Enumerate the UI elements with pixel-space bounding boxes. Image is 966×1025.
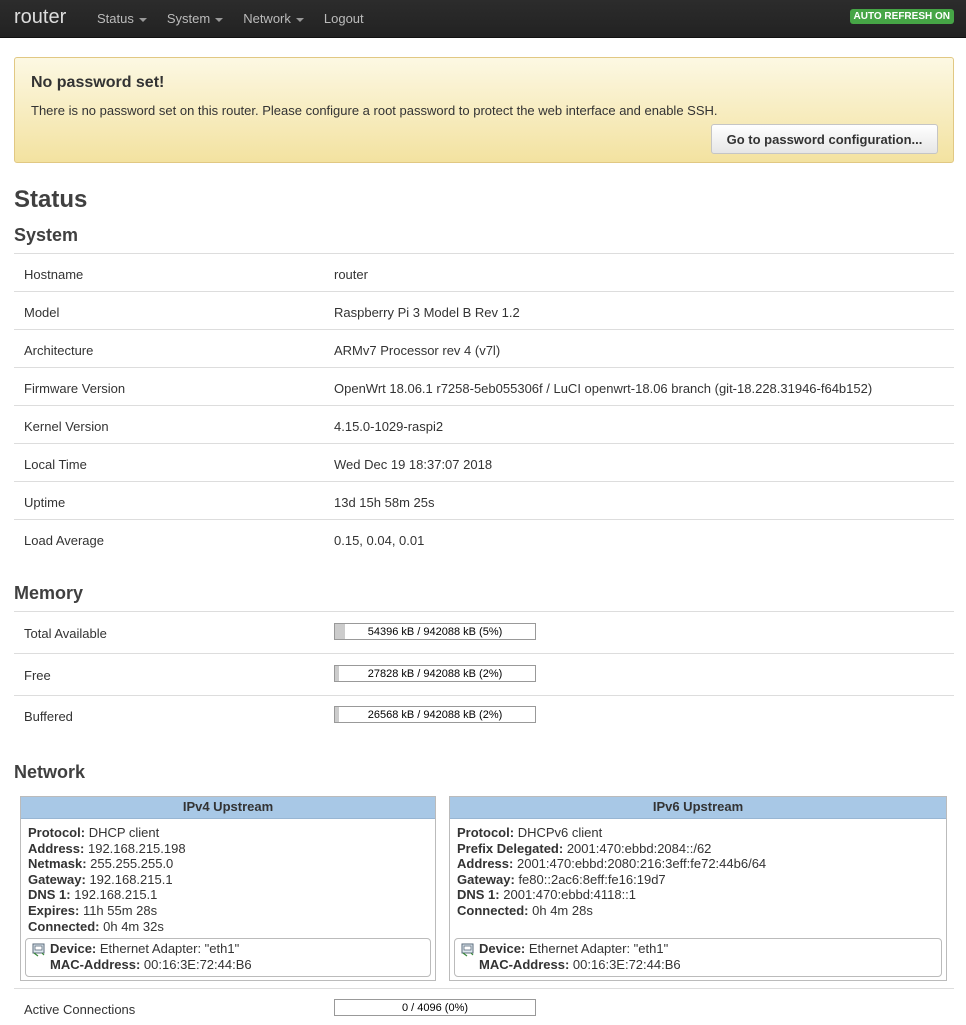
field-line xyxy=(28,872,428,888)
field-line xyxy=(28,887,428,903)
ipv6-upstream-card xyxy=(449,796,947,981)
row-value: 0.15, 0.04, 0.01 xyxy=(334,533,425,548)
device-info xyxy=(479,941,681,973)
nav-item-label: Network xyxy=(243,11,291,26)
system-row-local-time xyxy=(14,443,954,481)
field-value: 11h 55m 28s xyxy=(82,902,158,918)
caret-down-icon xyxy=(139,18,147,22)
row-key: Local Time xyxy=(24,457,87,472)
card-title: IPv6 Upstream xyxy=(450,797,946,819)
field-label: Prefix Delegated: xyxy=(457,840,564,856)
row-value: 4.15.0-1029-raspi2 xyxy=(334,419,444,434)
nav-item-network[interactable] xyxy=(243,0,314,38)
field-line xyxy=(457,825,939,841)
field-label: Protocol: xyxy=(457,825,515,840)
field-value: 192.168.215.1 xyxy=(74,887,158,903)
caret-down-icon xyxy=(296,18,304,22)
system-row-kernel xyxy=(14,405,954,443)
row-value: Raspberry Pi 3 Model B Rev 1.2 xyxy=(334,305,520,320)
field-label: Gateway: xyxy=(28,871,86,887)
field-line xyxy=(479,957,681,973)
progress-text: 0 / 4096 (0%) xyxy=(401,1002,469,1014)
field-value: 00:16:3E:72:44:B6 xyxy=(143,957,252,972)
network-row-active-connections xyxy=(14,988,954,1025)
memory-heading: Memory xyxy=(14,583,84,603)
row-key: Free xyxy=(24,668,51,683)
ethernet-port-icon xyxy=(461,943,475,957)
field-label: MAC-Address: xyxy=(50,957,141,972)
field-label: DNS 1: xyxy=(28,887,71,903)
system-heading: System xyxy=(14,225,79,245)
field-label: Device: xyxy=(479,941,526,956)
system-row-model xyxy=(14,291,954,329)
row-key: Architecture xyxy=(24,343,94,358)
row-value: router xyxy=(334,267,368,282)
field-value: 192.168.215.1 xyxy=(89,871,173,887)
top-navbar xyxy=(0,0,966,38)
row-value: OpenWrt 18.06.1 r7258-5eb055306f / LuCI openwrt-18.06 branch (git-18.228.31946-f64b152) xyxy=(334,381,873,396)
field-value: 00:16:3E:72:44:B6 xyxy=(572,957,681,972)
field-line xyxy=(457,903,939,919)
active-connections-progress xyxy=(334,999,536,1016)
field-line xyxy=(50,957,252,973)
field-label: Expires: xyxy=(28,902,80,918)
system-row-load-average xyxy=(14,519,954,557)
field-line xyxy=(50,941,252,957)
system-row-architecture xyxy=(14,329,954,367)
no-password-alert xyxy=(14,57,954,163)
field-value: 255.255.255.0 xyxy=(90,856,174,872)
field-label: Gateway: xyxy=(457,871,515,887)
field-label: DNS 1: xyxy=(457,887,500,903)
row-value: 13d 15h 58m 25s xyxy=(334,495,435,510)
network-heading: Network xyxy=(14,762,86,782)
field-line xyxy=(28,841,428,857)
nav-item-label: Status xyxy=(97,11,134,26)
memory-row-buffered xyxy=(14,695,954,737)
field-label: Connected: xyxy=(28,918,100,934)
ipv4-upstream-card xyxy=(20,796,436,981)
system-row-hostname xyxy=(14,253,954,291)
field-line xyxy=(457,856,939,872)
field-value: 192.168.215.198 xyxy=(87,840,186,856)
field-line xyxy=(457,841,939,857)
field-value: 2001:470:ebbd:2084::/62 xyxy=(566,840,712,856)
field-value: 2001:470:ebbd:4118::1 xyxy=(503,887,637,903)
device-box xyxy=(25,938,431,977)
field-value: DHCPv6 client xyxy=(517,825,603,840)
card-title: IPv4 Upstream xyxy=(21,797,435,819)
memory-total-progress xyxy=(334,623,536,640)
field-value: 2001:470:ebbd:2080:216:3eff:fe72:44b6/64 xyxy=(516,856,767,872)
row-key: Load Average xyxy=(24,533,104,548)
progress-text: 26568 kB / 942088 kB (2%) xyxy=(367,709,503,721)
row-key: Firmware Version xyxy=(24,381,126,396)
field-line xyxy=(479,941,681,957)
nav-item-system[interactable] xyxy=(167,0,233,38)
field-label: Connected: xyxy=(457,902,529,918)
brand-link[interactable]: router xyxy=(14,6,67,28)
row-key: Model xyxy=(24,305,60,320)
row-key: Total Available xyxy=(24,626,107,641)
device-box xyxy=(454,938,942,977)
row-key: Active Connections xyxy=(24,1002,136,1017)
field-label: Netmask: xyxy=(28,856,87,872)
nav-item-label: System xyxy=(166,11,211,26)
field-label: MAC-Address: xyxy=(479,957,570,972)
auto-refresh-badge[interactable]: AUTO REFRESH ON xyxy=(850,9,955,24)
progress-text: 54396 kB / 942088 kB (5%) xyxy=(367,626,503,638)
system-row-uptime xyxy=(14,481,954,519)
row-key: Uptime xyxy=(24,495,66,510)
field-label: Address: xyxy=(28,840,85,856)
alert-message: There is no password set on this router. Please configure a root password to protect the web interface and enable SSH. xyxy=(31,103,718,118)
nav-menu xyxy=(97,0,384,38)
nav-item-status[interactable] xyxy=(97,0,157,38)
field-value: Ethernet Adapter: "eth1" xyxy=(99,941,240,956)
nav-item-logout[interactable] xyxy=(324,0,374,38)
caret-down-icon xyxy=(215,18,223,22)
field-line xyxy=(457,872,939,888)
field-value: fe80::2ac6:8eff:fe16:19d7 xyxy=(518,871,666,887)
device-info xyxy=(50,941,252,973)
field-line xyxy=(28,919,428,935)
page-title: Status xyxy=(14,186,88,213)
field-line xyxy=(28,903,428,919)
alert-title: No password set! xyxy=(31,74,165,91)
field-label: Protocol: xyxy=(28,825,86,840)
field-value: 0h 4m 32s xyxy=(103,918,164,934)
system-row-firmware xyxy=(14,367,954,405)
field-line xyxy=(28,825,428,841)
field-label: Device: xyxy=(50,941,97,956)
password-config-button[interactable]: Go to password configuration... xyxy=(711,124,938,154)
row-key: Kernel Version xyxy=(24,419,109,434)
row-key: Buffered xyxy=(24,709,73,724)
row-key: Hostname xyxy=(24,267,84,282)
field-value: 0h 4m 28s xyxy=(532,902,593,918)
field-value: DHCP client xyxy=(88,825,160,840)
progress-text: 27828 kB / 942088 kB (2%) xyxy=(367,668,503,680)
memory-row-free xyxy=(14,653,954,695)
field-line xyxy=(28,856,428,872)
card-body xyxy=(21,819,435,934)
field-label: Address: xyxy=(457,856,514,872)
row-value: ARMv7 Processor rev 4 (v7l) xyxy=(334,343,501,358)
memory-row-total xyxy=(14,611,954,653)
row-value: Wed Dec 19 18:37:07 2018 xyxy=(334,457,493,472)
nav-item-label: Logout xyxy=(323,11,364,26)
memory-free-progress xyxy=(334,665,536,682)
memory-buffered-progress xyxy=(334,706,536,723)
field-value: Ethernet Adapter: "eth1" xyxy=(528,941,669,956)
card-body xyxy=(450,819,946,919)
ethernet-port-icon xyxy=(32,943,46,957)
field-line xyxy=(457,887,939,903)
